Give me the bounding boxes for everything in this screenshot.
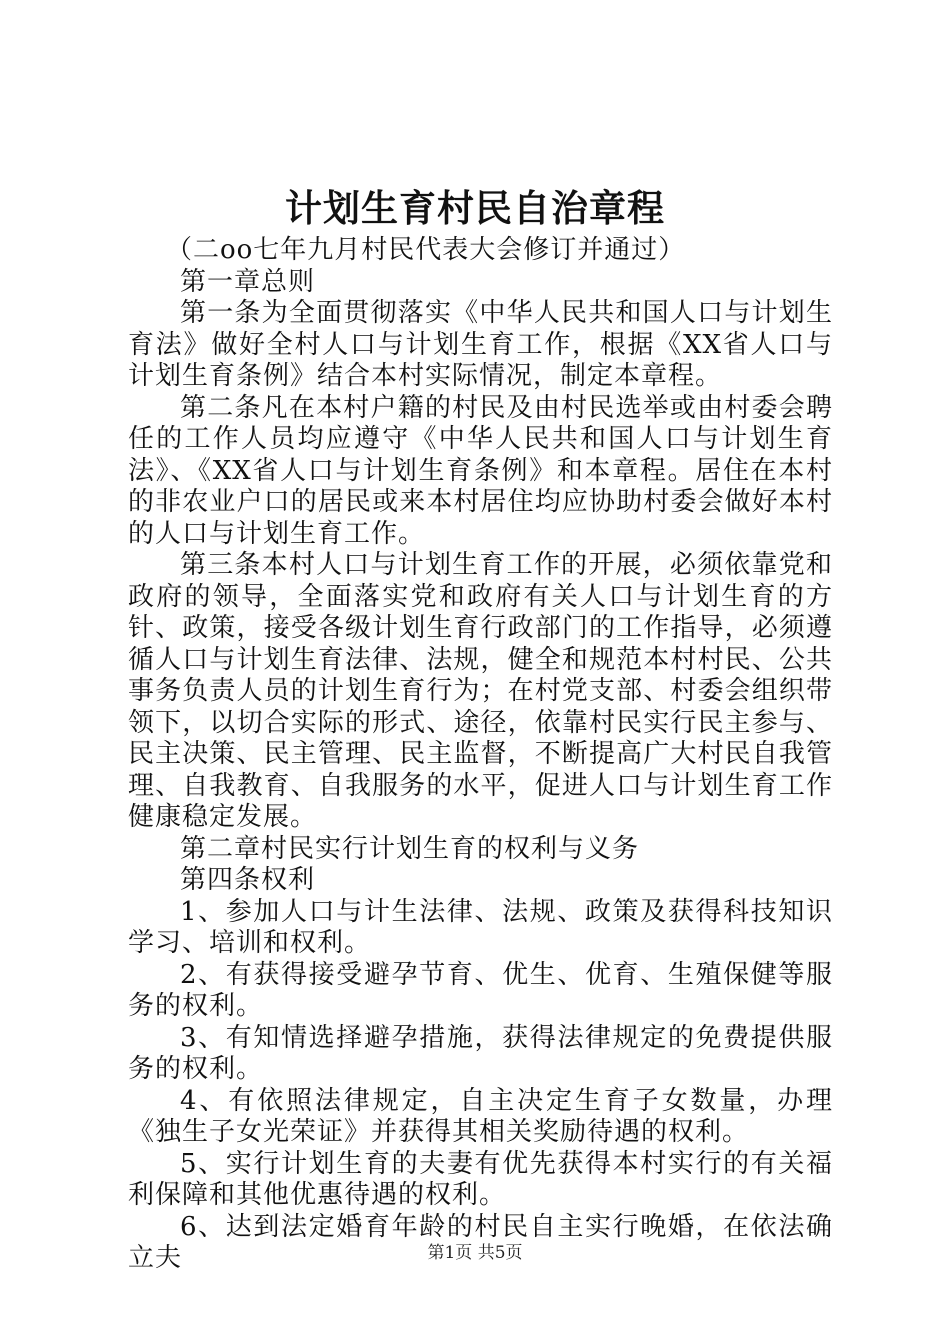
- chapter-heading: 第二章村民实行计划生育的权利与义务: [180, 833, 640, 864]
- chapter-heading: 第一章总则: [180, 266, 316, 297]
- article-paragraph: 第一条为全面贯彻落实《中华人民共和国人口与计划生育法》做好全村人口与计划生育工作，根据《XX省人口与计划生育条例》结合本村实际情况，制定本章程。: [128, 298, 833, 391]
- article-paragraph: 第三条本村人口与计划生育工作的开展，必须依靠党和政府的领导，全面落实党和政府有关人口与计划生育的方针、政策，接受各级计划生育行政部门的工作指导，必须遵循人口与计划生育法律、法规，健全和规范本村村民、公共事务负责人员的计划生育行为；在村党支部、村委会组织带领下，以切合实际的形式、途径，依靠村民实行民主参与、民主决策、民主管理、民主监督，不断提高广大村民自我管理、自我教育、自我服务的水平，促进人口与计划生育工作健康稳定发展。: [128, 550, 833, 832]
- list-item: 2、有获得接受避孕节育、优生、优育、生殖保健等服务的权利。: [128, 959, 833, 1021]
- list-item: 1、参加人口与计生法律、法规、政策及获得科技知识学习、培训和权利。: [128, 896, 833, 958]
- document-subtitle: （二oo七年九月村民代表大会修订并通过）: [166, 235, 686, 265]
- document-body: [128, 235, 833, 1275]
- list-item: 6、达到法定婚育年龄的村民自主实行晚婚，在依法确立夫: [128, 1211, 833, 1273]
- list-item: 3、有知情选择避孕措施，获得法律规定的免费提供服务的权利。: [128, 1022, 833, 1084]
- article-heading: 第四条权利: [180, 865, 316, 895]
- page-number-footer: 第1页 共5页: [427, 1243, 523, 1263]
- list-item: 5、实行计划生育的夫妻有优先获得本村实行的有关福利保障和其他优惠待遇的权利。: [128, 1148, 833, 1210]
- list-item: 4、有依照法律规定，自主决定生育子女数量，办理《独生子女光荣证》并获得其相关奖励待遇的权利。: [128, 1085, 833, 1147]
- document-title: 计划生育村民自治章程: [285, 186, 665, 230]
- article-paragraph: 第二条凡在本村户籍的村民及由村民选举或由村委会聘任的工作人员均应遵守《中华人民共和国人口与计划生育法》、《XX省人口与计划生育条例》和本章程。居住在本村的非农业户口的居民或来本村居住均应协助村委会做好本村的人口与计划生育工作。: [128, 392, 833, 549]
